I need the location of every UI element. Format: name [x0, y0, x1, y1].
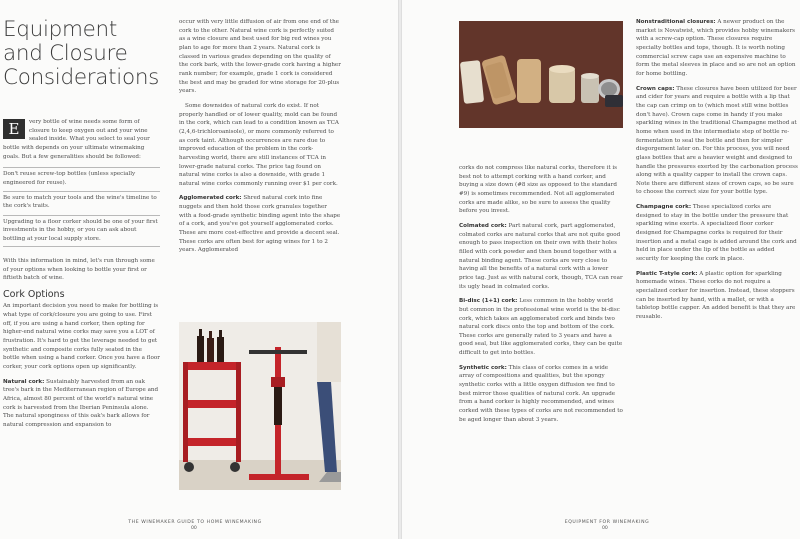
plastic-paragraph: [636, 270, 798, 322]
corks-photo: [459, 21, 623, 128]
term-text: These specialized corks are designed to stay in the bottle under the pressure that sparkling wine exerts. A specialized floor corker designed for Champagne corks is required for their insertion and a metal cage is added around the cork and held in place under the lip of the bottle as added security for keeping the cork in place.: [636, 204, 797, 263]
crowncap-paragraph: [636, 85, 798, 198]
floor-corker-illustration: [179, 322, 341, 490]
closing-text: With this information in mind, let's run through some of your options when looking to bottle your first or fiftieth batch of wine.: [3, 258, 155, 282]
intro-text: very bottle of wine needs some form of closure to keep oxygen out and your wine sealed inside. What you select to seal your bottle with depends on your ultimate winemaking goals. But a few generalities should be followed:: [3, 119, 150, 160]
champagne-paragraph: [636, 203, 798, 264]
natural-cork-continued: occur with very little diffusion of air from one end of the cork to the other. Natural wine cork is perfectly suited as a wine closure and best used for big red wines you plan to age for more than 2 years. Natural cork is classed in various grades depending on the quality of the cork bark, with the lower-grade cork having a higher rank number; for example, grade 1 cork is considered the best and may be graded for wine storage for 20-plus years.: [179, 19, 341, 95]
term-label: Nonstraditional closures:: [636, 19, 716, 25]
term-text: A plastic option for sparkling homemade wines. These corks do not require a specialized corker for insertion. Instead, these stoppers can be inserted by hand, with a mallet, or with a tabletop bottle capper. An added benefit is that they are reusable.: [636, 270, 796, 320]
rule-item: Upgrading to a floor corker should be one of your first investments in the hobby, or you can ask about bottling at your local supply store.: [3, 215, 160, 247]
term-text: Sustainably harvested from an oak tree's bark in the Mediterranean region of Europe and Africa, almost 80 percent of the world's natural wine cork is harvested from the Iberian Peninsula alone. The natural sponginess of this oak's bark allows for natural compression and expansion to: [3, 378, 159, 428]
term-text: These closures have been utilized for beer and cider for years and require a bottle with a lip that the cap can crimp on to (which most still wine bottles don't have). Crown caps come in handy if you make sparkling wines in the traditional Champagne method at home when used in the intermediate step of bottle re-fermentation to seal the bottle and then for simpler disgorgement later on. For this process, you will need glass bottles that are a heavier weight and designed to handle the pressures exerted by the carbonation process along with a quality capper to install the crown caps. Note there are different sizes of crown caps, so be sure to choose the correct size for your bottle type.: [636, 85, 798, 196]
term-label: Colmated cork:: [459, 222, 507, 229]
term-label: Synthetic cork:: [459, 364, 507, 371]
natural-cork-paragraph: [3, 378, 160, 430]
term-text: Less common in the hobby world but common in the professional wine world is the bi-disc cork, which takes an agglomerated cork and binds two natural cork discs onto the top and bottom of the cork. These corks are generally rated to 3 years and have a good seal, but like agglomerated corks, they can be quite difficult to get into bottles.: [459, 298, 623, 357]
rule-item: Be sure to match your tools and the wine's timeline to the cork's traits.: [3, 191, 160, 211]
agglomerated-paragraph: [179, 194, 341, 255]
term-text: Part natural cork, part agglomerated, colmated corks are natural corks that are not quite good enough to pass inspection on their own with their holes filled with cork powder and then bound together with a natural binding agent. These corks are very close to having all the benefits of a natural cork with a lower price tag. Just as with natural cork, though, TCA can rear its ugly head in colmated corks.: [459, 222, 623, 290]
term-text: A newer product on the market is Novatwist, which provides hobby winemakers with a screw-cap option. These closures require specialty bottles and tops, though. It is worth noting commercial screw caps use an expensive machine to form the metal sleeves in place and so are not an option for home bottling.: [636, 19, 796, 77]
corks-illustration: [459, 21, 623, 128]
term-text: Shred natural cork into fine nuggets and then hold those cork granules together with a food-grade synthetic binding agent into the shape of a cork, and you've got yourself agglomerated corks. These are more cost-effective and provide a decent seal. These corks are often best for aging wines for 1 to 2 years. Agglomerated: [179, 195, 341, 254]
section-heading: Cork Options: [3, 288, 65, 300]
agglomerated-continued: corks do not compress like natural corks, therefore it is best not to attempt corking with a hand corker, and buying a size down (#8 size as opposed to the standard #9) is sometimes recommended. Not all agglomerated corks are made alike, so be sure to assess the quality before you invest.: [459, 165, 618, 215]
term-text: This class of corks comes in a wide array of compositions and qualities, but the spongy synthetic corks with a little oxygen diffusion we find to best mirror those qualities of natural cork. An upgrade from a hand corker is highly recommended, and wines corked with these types of corks are not recommended to be aged longer than about 3 years.: [459, 364, 623, 423]
term-label: Agglomerated cork:: [179, 195, 242, 202]
term-label: Champagne cork:: [636, 204, 692, 211]
page-title: Equipment and Closure Considerations: [3, 17, 160, 91]
rule-item: Don't reuse screw-top bottles (unless specially engineered for reuse).: [3, 167, 160, 187]
cork-downsides-text: Some downsides of natural cork do exist. If not properly handled or of lower quality, mold can be found in the cork, which can lead to a condition known as TCA (2,4,6-trichloroanisole), or more commonly referred to as cork taint. Although occurrences are rare due to improved education of the problem in the cork-harvesting world, there are still instances of TCA in lower-grade natural corks. The price tag found on natural wine corks is also a downside, with grade 1 natural wine corks commonly running over $1 per cork.: [179, 102, 339, 187]
term-label: Natural cork:: [3, 378, 45, 385]
colmated-paragraph: [459, 222, 623, 291]
left-column-2: [179, 18, 341, 261]
floor-corker-photo: [179, 322, 341, 490]
bidisc-paragraph: [459, 297, 623, 358]
right-page: [402, 0, 800, 539]
page-footer: THE WINEMAKER GUIDE TO HOME WINEMAKING: [128, 520, 262, 525]
intro-paragraph: [3, 118, 160, 161]
page-number: 00: [191, 526, 197, 531]
left-column-1: [3, 118, 160, 436]
nontraditional-paragraph: [636, 18, 798, 79]
right-column-2: [636, 18, 798, 328]
term-label: Plastic T-style cork:: [636, 270, 698, 277]
cork-options-text: An important decision you need to make for bottling is what type of cork/closure you are going to use. First off, if you are using a hand corker, then opting for higher-end natural wine corks may save you a LOT of frustration. It's hard to get the leverage needed to get synthetic and composite corks fully seated in the bottle when using a hand corker. Once you have a floor corker, your cork options open up significantly.: [3, 303, 160, 370]
drop-cap: E: [3, 119, 25, 139]
term-label: Crown caps:: [636, 85, 675, 92]
page-footer: EQUIPMENT FOR WINEMAKING: [564, 520, 650, 525]
right-column-1: [459, 164, 623, 430]
term-label: Bi-disc (1+1) cork:: [459, 298, 518, 305]
synthetic-paragraph: [459, 364, 623, 425]
left-page: [0, 0, 398, 539]
page-number: 00: [602, 526, 608, 531]
